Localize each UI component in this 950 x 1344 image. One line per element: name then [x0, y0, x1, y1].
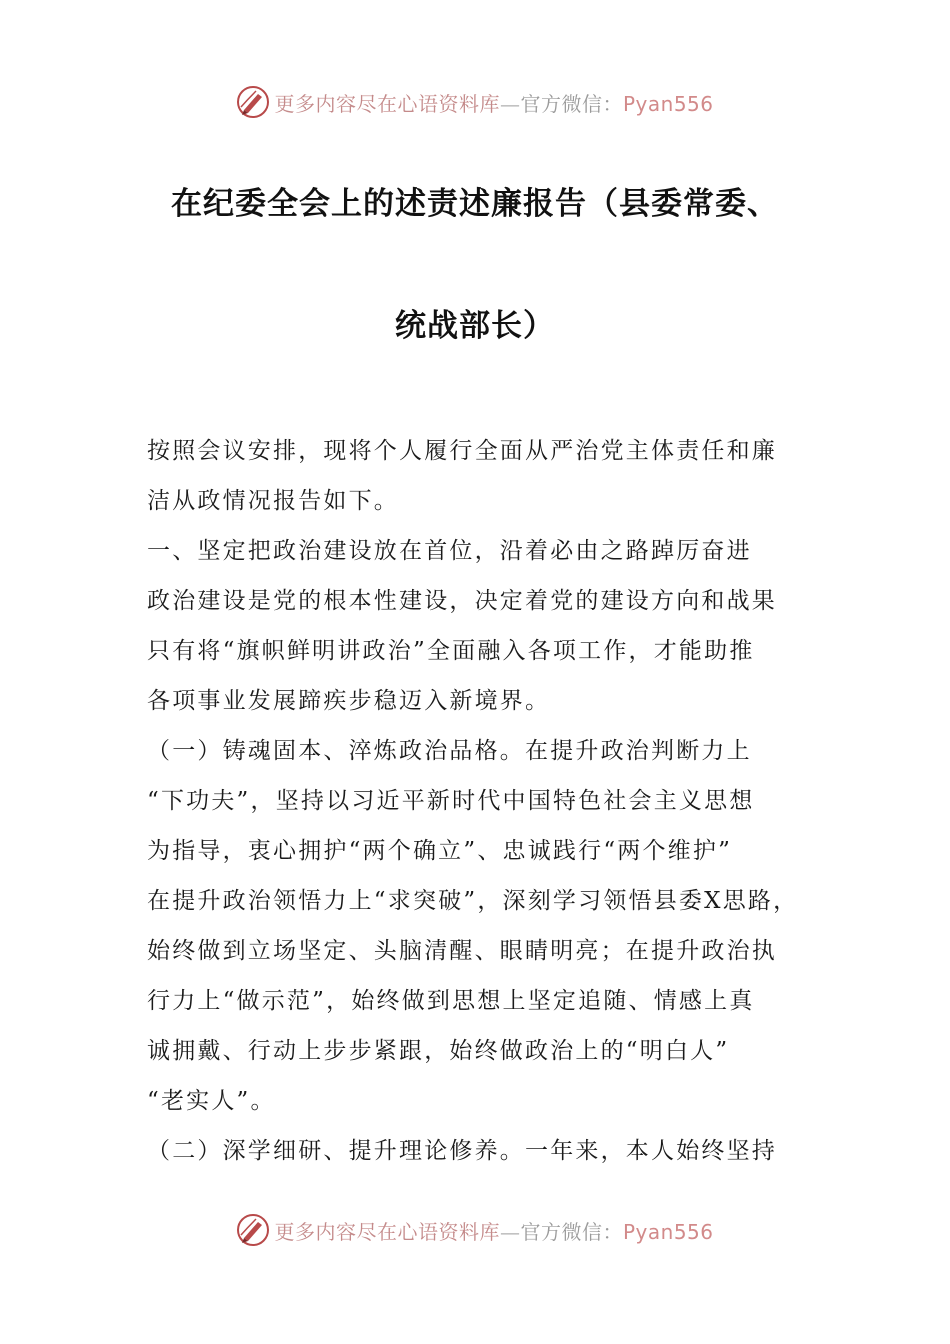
header-watermark-banner	[0, 82, 950, 122]
body-line: 按照会议安排，现将个人履行全面从严治党主体责任和廉	[147, 438, 777, 464]
pen-logo-icon	[236, 1213, 270, 1247]
body-line: “老实人”。	[147, 1088, 276, 1114]
banner-wechat-label: 官方微信：	[520, 91, 623, 116]
body-line: 政治建设是党的根本性建设，决定着党的建设方向和战果	[147, 588, 777, 614]
body-line: 始终做到立场坚定、头脑清醒、眼睛明亮；在提升政治执	[147, 938, 777, 964]
body-line: 行力上“做示范”，始终做到思想上坚定追随、情感上真	[147, 988, 755, 1014]
document-title-line-1: 在纪委全会上的述责述廉报告（县委常委、	[171, 186, 779, 222]
body-line: “下功夫”，坚持以习近平新时代中国特色社会主义思想	[147, 788, 755, 814]
body-line: 各项事业发展蹄疾步稳迈入新境界。	[147, 688, 551, 714]
banner-dash: —	[499, 1219, 521, 1244]
document-title-line-2: 统战部长）	[395, 308, 555, 344]
banner-wechat-label: 官方微信：	[520, 1219, 623, 1244]
banner-text	[274, 1216, 713, 1245]
pen-logo-icon	[236, 85, 270, 119]
body-line: 只有将“旗帜鲜明讲政治”全面融入各项工作，才能助推	[147, 638, 755, 664]
footer-watermark-banner	[0, 1210, 950, 1250]
body-line: 诚拥戴、行动上步步紧跟，始终做政治上的“明白人”	[147, 1038, 730, 1064]
body-line: 洁从政情况报告如下。	[147, 488, 399, 514]
banner-wechat-id: Pyan556	[622, 91, 714, 116]
banner-text	[274, 88, 713, 117]
banner-library-name: 更多内容尽在心语资料库	[274, 91, 500, 116]
subsection-heading: （二）深学细研、提升理论修养。一年来，本人始终坚持	[147, 1138, 777, 1164]
banner-wechat-id: Pyan556	[622, 1219, 714, 1244]
banner-dash: —	[499, 91, 521, 116]
section-heading: 一、坚定把政治建设放在首位，沿着必由之路踔厉奋进	[147, 538, 752, 564]
body-line: 为指导，衷心拥护“两个确立”、忠诚践行“两个维护”	[147, 838, 733, 864]
body-line: 在提升政治领悟力上“求突破”，深刻学习领悟县委X思路，	[147, 888, 799, 914]
subsection-heading: （一）铸魂固本、淬炼政治品格。在提升政治判断力上	[147, 738, 752, 764]
document-body	[147, 426, 827, 1176]
banner-library-name: 更多内容尽在心语资料库	[274, 1219, 500, 1244]
